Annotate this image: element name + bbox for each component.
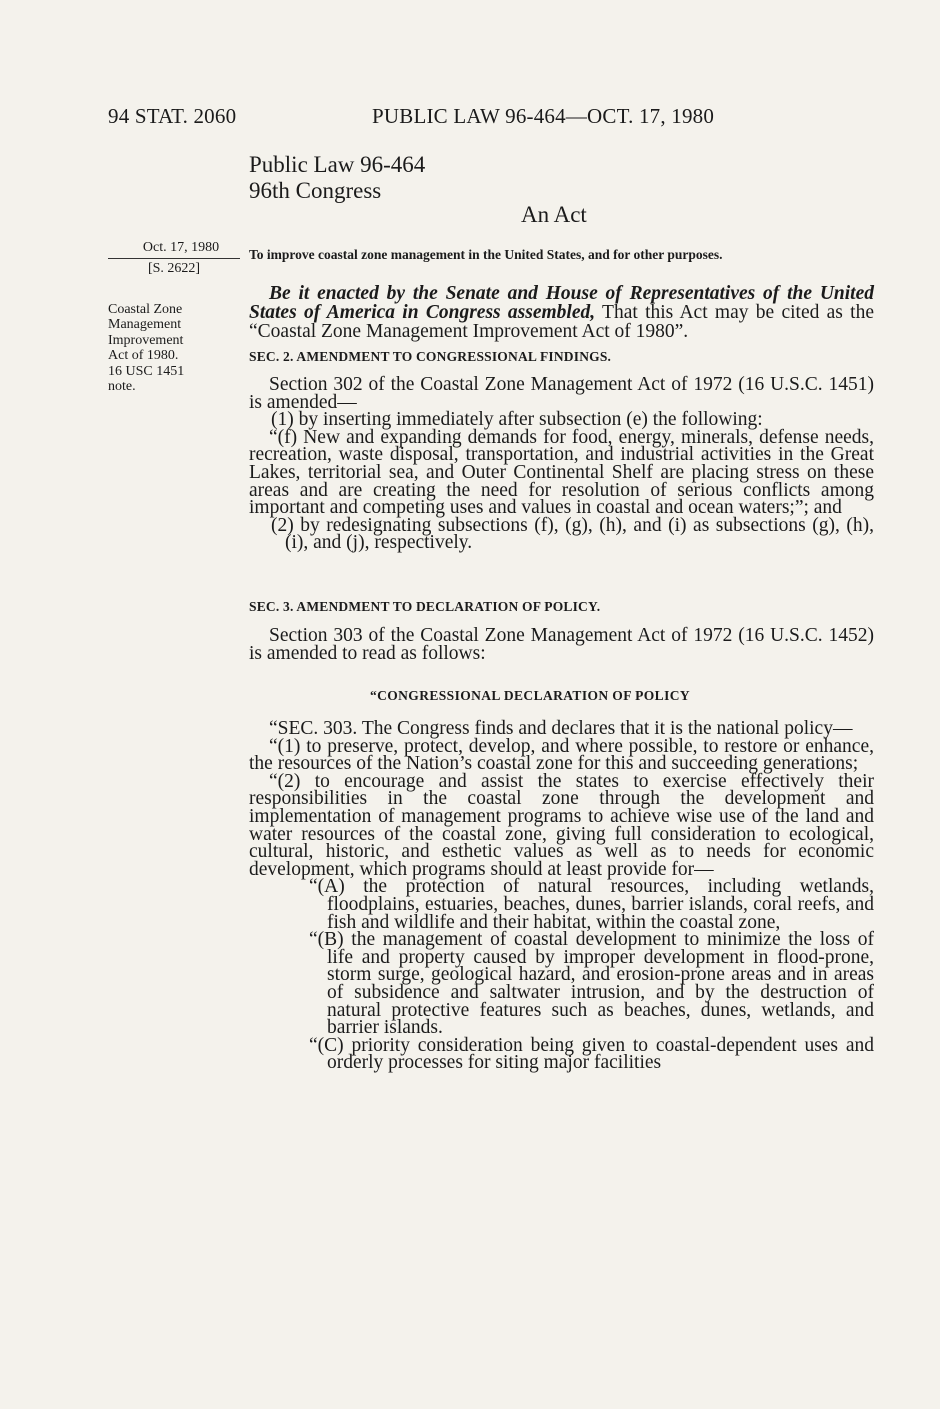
section-2-heading: SEC. 2. AMENDMENT TO CONGRESSIONAL FINDINGS. <box>249 349 612 364</box>
running-title: PUBLIC LAW 96-464—OCT. 17, 1980 <box>372 104 715 128</box>
enacting-clause <box>249 284 874 341</box>
margin-rule <box>108 258 240 259</box>
act-heading: An Act <box>521 202 587 227</box>
section-3-heading: SEC. 3. AMENDMENT TO DECLARATION OF POLICY. <box>249 599 601 614</box>
section-303-body <box>249 720 874 1072</box>
margin-date: Oct. 17, 1980 <box>142 240 220 255</box>
policy-subparagraph-c: “(C) priority consideration being given to coastal-dependent uses and orderly processes for siting major facilities <box>309 1034 874 1074</box>
section-3-intro-text: Section 303 of the Coastal Zone Management Act of 1972 (16 U.S.C. 1452) is amended to read as follows: <box>249 625 874 664</box>
margin-note-line: Coastal Zone <box>108 302 183 317</box>
section-303-intro: “SEC. 303. The Congress finds and declares that it is the national policy— <box>269 718 853 739</box>
stat-citation: 94 STAT. 2060 <box>108 104 237 128</box>
margin-note-line: Improvement <box>108 332 184 348</box>
policy-subparagraph-b: “(B) the management of coastal development to minimize the loss of life and property caused by improper development in flood-prone, storm surge, geological hazard, and erosion-prone areas and in areas of subsidence and saltwater intrusion, and by the destruction of natural protective features such as beaches, dunes, wetlands, and barrier islands. <box>309 929 874 1039</box>
margin-note-line: Management <box>108 317 182 333</box>
declaration-heading: “CONGRESSIONAL DECLARATION OF POLICY <box>369 688 691 703</box>
section-3-intro <box>249 627 874 662</box>
enacting-formula: Be it enacted by the Senate and House of Representatives of the United States of America in Congress assembled, <box>249 283 874 323</box>
margin-note-line: Act of 1980. <box>108 348 179 364</box>
law-title-block <box>249 152 425 204</box>
section-2-quoted-subsection-f: “(f) New and expanding demands for food, energy, minerals, defense needs, recreation, waste disposal, transportation, and industrial activities in the Great Lakes, territorial sea, and Outer Continental Shelf are placing stress on these areas and are creating the need for resolution of serious conflicts among important and competing uses and values in coastal and ocean waters;”; and <box>249 426 874 519</box>
section-2-item-2: (2) by redesignating subsections (f), (g), (h), and (i) as subsections (g), (h), (i), and (j), respectively. <box>271 514 874 554</box>
section-2-body <box>249 376 874 552</box>
policy-paragraph-1: “(1) to preserve, protect, develop, and where possible, to restore or enhance, the resources of the Nation’s coastal zone for this and succeeding generations; <box>249 735 874 775</box>
margin-note <box>108 302 228 394</box>
policy-paragraph-2: “(2) to encourage and assist the states to exercise effectively their responsibilities in the coastal zone through the development and implementation of management programs to achieve wise use of the land and water resources of the coastal zone, giving full consideration to ecological, cultural, historic, and esthetic values as well as to needs for economic development, which programs should at least provide for— <box>249 770 874 880</box>
section-2-item-1: (1) by inserting immediately after subsection (e) the following: <box>271 409 763 431</box>
policy-subparagraph-a: “(A) the protection of natural resources, including wetlands, floodplains, estuaries, beaches, dunes, barrier islands, coral reefs, and fish and wildlife and their habitat, within the coastal zone, <box>309 876 874 933</box>
public-law-number: Public Law 96-464 <box>249 152 426 177</box>
section-2-intro: Section 302 of the Coastal Zone Management Act of 1972 (16 U.S.C. 1451) is amended— <box>249 374 874 413</box>
margin-date-block <box>108 239 240 278</box>
act-purpose: To improve coastal zone management in the United States, and for other purposes. <box>249 247 723 262</box>
short-title-text: That this Act may be cited as the “Coastal Zone Management Improvement Act of 1980”. <box>249 302 875 342</box>
margin-note-line: note. <box>108 379 136 395</box>
congress-number: 96th Congress <box>249 178 382 203</box>
margin-note-line: 16 USC 1451 <box>108 363 185 379</box>
margin-bill-number: [S. 2622] <box>147 261 201 276</box>
